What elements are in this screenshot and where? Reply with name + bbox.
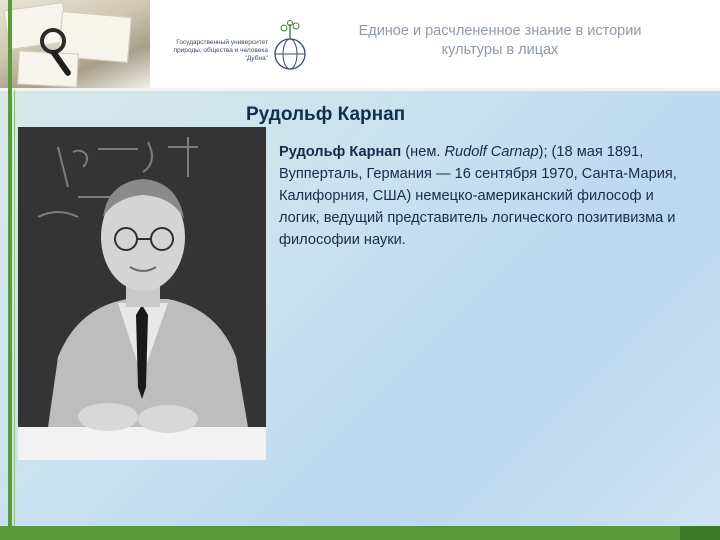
footer-bar xyxy=(0,526,720,540)
globe-logo-icon xyxy=(270,20,310,76)
left-accent-bar xyxy=(8,0,12,540)
portrait-illustration xyxy=(18,127,266,460)
bio-name: Рудольф Карнап xyxy=(279,144,402,160)
portrait-photo xyxy=(18,127,266,460)
header-photo-books xyxy=(0,0,150,88)
header-band xyxy=(0,0,720,88)
left-accent-line xyxy=(14,90,15,540)
bio-lead: (нем. xyxy=(401,144,445,160)
header-title: Единое и расчлененное знание в истории культуры в лицах xyxy=(358,23,642,58)
biography-paragraph xyxy=(279,141,689,251)
logo-text: Государственный университет природы, общества и человека "Дубна" xyxy=(173,39,268,62)
bio-latin-name: Rudolf Carnap xyxy=(444,144,539,160)
university-logo xyxy=(152,0,312,88)
bio-rest: ); (18 мая 1891, Вупперталь, Германия — 16 сентября 1970, Санта-Мария, Калифорния, США) немецко-американский философ и логик, ведущий представитель логического позитивизма и философии науки. xyxy=(279,144,677,248)
slide-title: Рудольф Карнап xyxy=(246,104,406,125)
header-divider xyxy=(0,88,720,91)
